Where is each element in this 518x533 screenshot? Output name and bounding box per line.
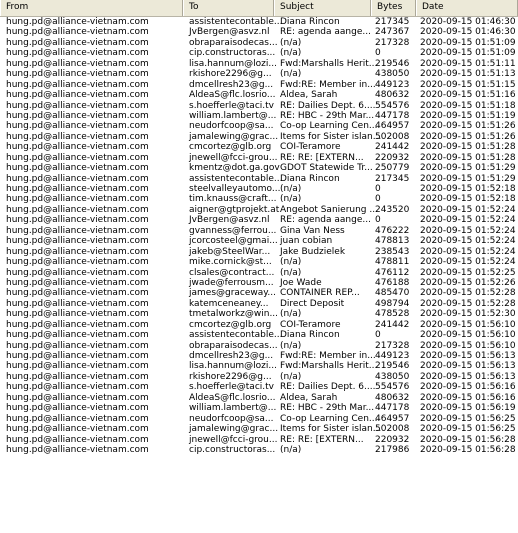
table-row[interactable]: [0, 90, 518, 100]
to-cell: rkishore2296@g...: [189, 69, 272, 80]
bytes-cell: 476222: [375, 225, 410, 236]
to-cell: assistentecontable...: [189, 173, 283, 184]
from-cell: hung.pd@alliance-vietnam.com: [6, 194, 149, 205]
from-cell: hung.pd@alliance-vietnam.com: [6, 110, 149, 121]
bytes-cell: 241442: [375, 319, 410, 330]
table-row[interactable]: [0, 309, 518, 319]
subject-cell: (n/a): [280, 37, 302, 48]
from-cell: hung.pd@alliance-vietnam.com: [6, 142, 149, 153]
bytes-cell: 0: [375, 48, 381, 59]
date-cell: 2020-09-15 01:52:24: [420, 236, 516, 247]
from-cell: hung.pd@alliance-vietnam.com: [6, 309, 149, 320]
to-cell: jamalewing@grac...: [189, 424, 279, 435]
from-cell: hung.pd@alliance-vietnam.com: [6, 152, 149, 163]
bytes-cell: 247367: [375, 27, 410, 38]
subject-cell: Aldea, Sarah: [280, 392, 338, 403]
to-cell: lisa.hannum@lozi...: [189, 361, 277, 372]
date-cell: 2020-09-15 01:52:24: [420, 215, 516, 226]
date-cell: 2020-09-15 01:51:18: [420, 100, 516, 111]
to-cell: jakeb@SteelWar...: [189, 246, 271, 257]
bytes-cell: 220932: [375, 152, 410, 163]
date-cell: 2020-09-15 01:56:10: [420, 340, 516, 351]
bytes-cell: 478811: [375, 257, 410, 268]
table-row[interactable]: [0, 372, 518, 382]
subject-cell: (n/a): [280, 257, 302, 268]
table-row[interactable]: [0, 382, 518, 392]
subject-cell: Diana Rincon: [280, 173, 340, 184]
from-cell: hung.pd@alliance-vietnam.com: [6, 204, 149, 215]
to-cell: aigner@gtprojekt.at: [189, 204, 280, 215]
date-cell: 2020-09-15 01:51:26: [420, 131, 516, 142]
from-cell: hung.pd@alliance-vietnam.com: [6, 69, 149, 80]
to-cell: obraparaisodecas...: [189, 37, 278, 48]
to-cell: jnewell@fcci-grou...: [189, 152, 278, 163]
date-cell: 2020-09-15 01:51:29: [420, 173, 516, 184]
table-row[interactable]: [0, 27, 518, 37]
to-cell: katemceneaney...: [189, 298, 269, 309]
bytes-cell: 485470: [375, 288, 410, 299]
subject-cell: RE: HBC - 29th Mar...: [280, 403, 375, 414]
subject-cell: COI-Teramore: [280, 142, 341, 153]
table-row[interactable]: [0, 403, 518, 413]
date-cell: 2020-09-15 01:56:13: [420, 361, 516, 372]
from-cell: hung.pd@alliance-vietnam.com: [6, 184, 149, 194]
date-cell: 2020-09-15 01:51:09: [420, 37, 516, 48]
date-cell: 2020-09-15 01:51:19: [420, 110, 516, 121]
date-cell: 2020-09-15 01:56:16: [420, 382, 516, 393]
table-row[interactable]: [0, 38, 518, 48]
from-cell: hung.pd@alliance-vietnam.com: [6, 403, 149, 414]
subject-cell: (n/a): [280, 69, 302, 80]
date-cell: 2020-09-15 01:56:28: [420, 434, 516, 445]
date-cell: 2020-09-15 01:56:28: [420, 444, 516, 455]
table-body: [0, 17, 518, 455]
to-cell: neudorfcoop@sa...: [189, 121, 274, 132]
to-cell: jwade@ferrousm...: [189, 277, 274, 288]
bytes-cell: 217345: [375, 173, 410, 184]
subject-cell: Items for Sister islan...: [280, 131, 382, 142]
table-row[interactable]: [0, 257, 518, 267]
table-row[interactable]: [0, 48, 518, 58]
bytes-cell: 447178: [375, 110, 410, 121]
from-cell: hung.pd@alliance-vietnam.com: [6, 131, 149, 142]
bytes-cell: 438050: [375, 371, 410, 382]
date-cell: 2020-09-15 01:52:18: [420, 184, 516, 194]
bytes-cell: 217986: [375, 444, 410, 455]
date-cell: 2020-09-15 01:52:25: [420, 267, 516, 278]
from-cell: hung.pd@alliance-vietnam.com: [6, 371, 149, 382]
bytes-cell: 478813: [375, 236, 410, 247]
table-row[interactable]: [0, 69, 518, 79]
subject-cell: Angebot Sanierung ...: [280, 204, 378, 215]
date-cell: 2020-09-15 01:51:13: [420, 69, 516, 80]
subject-cell: RE: Dailies Dept. 6....: [280, 382, 376, 393]
to-cell: jnewell@fcci-grou...: [189, 434, 278, 445]
table-row[interactable]: [0, 142, 518, 152]
table-row[interactable]: [0, 184, 518, 194]
subject-cell: Diana Rincon: [280, 330, 340, 341]
to-cell: clsales@contract...: [189, 267, 275, 278]
table-row[interactable]: [0, 424, 518, 434]
bytes-cell: 447178: [375, 403, 410, 414]
bytes-cell: 554576: [375, 382, 410, 393]
table-row[interactable]: [0, 330, 518, 340]
bytes-cell: 220932: [375, 434, 410, 445]
bytes-cell: 480632: [375, 392, 410, 403]
to-cell: william.lambert@...: [189, 403, 277, 414]
from-cell: hung.pd@alliance-vietnam.com: [6, 90, 149, 101]
table-row[interactable]: [0, 59, 518, 69]
date-cell: 2020-09-15 01:56:25: [420, 413, 516, 424]
date-cell: 2020-09-15 01:56:16: [420, 392, 516, 403]
table-row[interactable]: [0, 17, 518, 27]
bytes-cell: 217328: [375, 37, 410, 48]
to-cell: s.hoefferle@taci.tv: [189, 100, 274, 111]
to-cell: lisa.hannum@lozi...: [189, 58, 277, 69]
subject-cell: (n/a): [280, 371, 302, 382]
table-row[interactable]: [0, 268, 518, 278]
date-cell: 2020-09-15 01:51:11: [420, 58, 516, 69]
bytes-cell: 238543: [375, 246, 410, 257]
from-cell: hung.pd@alliance-vietnam.com: [6, 37, 149, 48]
from-cell: hung.pd@alliance-vietnam.com: [6, 351, 149, 361]
table-row[interactable]: [0, 351, 518, 361]
date-cell: 2020-09-15 01:52:24: [420, 225, 516, 236]
table-row[interactable]: [0, 320, 518, 330]
subject-cell: Co-op Learning Cen...: [280, 413, 378, 424]
to-cell: james@graceway...: [189, 288, 276, 299]
to-cell: obraparaisodecas...: [189, 340, 278, 351]
subject-cell: (n/a): [280, 340, 302, 351]
to-cell: tmetalworkz@win...: [189, 309, 279, 320]
from-cell: hung.pd@alliance-vietnam.com: [6, 392, 149, 403]
from-cell: hung.pd@alliance-vietnam.com: [6, 215, 149, 226]
column-header-to[interactable]: To: [183, 0, 274, 16]
table-row[interactable]: [0, 435, 518, 445]
bytes-cell: 250779: [375, 163, 410, 174]
table-row[interactable]: [0, 414, 518, 424]
to-cell: jamalewing@grac...: [189, 131, 279, 142]
subject-cell: RE: agenda aange...: [280, 27, 371, 38]
from-cell: hung.pd@alliance-vietnam.com: [6, 79, 149, 90]
date-cell: 2020-09-15 01:52:18: [420, 194, 516, 205]
table-row[interactable]: [0, 111, 518, 121]
column-header-date[interactable]: Date: [416, 0, 518, 16]
subject-cell: COI-Teramore: [280, 319, 341, 330]
from-cell: hung.pd@alliance-vietnam.com: [6, 277, 149, 288]
from-cell: hung.pd@alliance-vietnam.com: [6, 340, 149, 351]
subject-cell: Diana Rincon: [280, 17, 340, 27]
date-cell: 2020-09-15 01:52:24: [420, 204, 516, 215]
from-cell: hung.pd@alliance-vietnam.com: [6, 413, 149, 424]
subject-cell: GDOT Statewide Tr...: [280, 163, 373, 174]
subject-cell: (n/a): [280, 48, 302, 59]
subject-cell: Fwd:Marshalls Herit...: [280, 361, 378, 372]
subject-cell: Fwd:RE: Member in...: [280, 79, 376, 90]
to-cell: cmcortez@glb.org: [189, 142, 272, 153]
to-cell: assistentecontable...: [189, 330, 283, 341]
to-cell: cip.constructoras...: [189, 48, 276, 59]
subject-cell: Items for Sister islan...: [280, 424, 382, 435]
bytes-cell: 478528: [375, 309, 410, 320]
subject-cell: Aldea, Sarah: [280, 90, 338, 101]
to-cell: rkishore2296@g...: [189, 371, 272, 382]
from-cell: hung.pd@alliance-vietnam.com: [6, 173, 149, 184]
bytes-cell: 243520: [375, 204, 410, 215]
table-row[interactable]: [0, 101, 518, 111]
table-row[interactable]: [0, 288, 518, 298]
table-row[interactable]: [0, 445, 518, 455]
to-cell: JvBergen@asvz.nl: [189, 27, 270, 38]
subject-cell: RE: RE: [EXTERN...: [280, 152, 364, 163]
column-header-subject[interactable]: Subject: [274, 0, 371, 16]
date-cell: 2020-09-15 01:56:25: [420, 424, 516, 435]
bytes-cell: 502008: [375, 424, 410, 435]
table-row[interactable]: [0, 163, 518, 173]
to-cell: jcorcosteel@gmai...: [189, 236, 278, 247]
bytes-cell: 502008: [375, 131, 410, 142]
to-cell: neudorfcoop@sa...: [189, 413, 274, 424]
subject-cell: Fwd:Marshalls Herit...: [280, 58, 378, 69]
subject-cell: (n/a): [280, 444, 302, 455]
date-cell: 2020-09-15 01:51:09: [420, 48, 516, 59]
table-row[interactable]: [0, 80, 518, 90]
from-cell: hung.pd@alliance-vietnam.com: [6, 267, 149, 278]
to-cell: kmentz@dot.ga.gov: [189, 163, 280, 174]
date-cell: 2020-09-15 01:51:28: [420, 142, 516, 153]
bytes-cell: 241442: [375, 142, 410, 153]
from-cell: hung.pd@alliance-vietnam.com: [6, 382, 149, 393]
date-cell: 2020-09-15 01:56:19: [420, 403, 516, 414]
to-cell: assistentecontable...: [189, 17, 283, 27]
from-cell: hung.pd@alliance-vietnam.com: [6, 288, 149, 299]
from-cell: hung.pd@alliance-vietnam.com: [6, 225, 149, 236]
bytes-cell: 0: [375, 330, 381, 341]
to-cell: william.lambert@...: [189, 110, 277, 121]
from-cell: hung.pd@alliance-vietnam.com: [6, 27, 149, 38]
from-cell: hung.pd@alliance-vietnam.com: [6, 361, 149, 372]
subject-cell: Fwd:RE: Member in...: [280, 351, 376, 361]
table-row[interactable]: [0, 361, 518, 371]
table-row[interactable]: [0, 341, 518, 351]
from-cell: hung.pd@alliance-vietnam.com: [6, 434, 149, 445]
table-row[interactable]: [0, 215, 518, 225]
subject-cell: RE: HBC - 29th Mar...: [280, 110, 375, 121]
bytes-cell: 480632: [375, 90, 410, 101]
from-cell: hung.pd@alliance-vietnam.com: [6, 236, 149, 247]
subject-cell: RE: agenda aange...: [280, 215, 371, 226]
bytes-cell: 449123: [375, 79, 410, 90]
from-cell: hung.pd@alliance-vietnam.com: [6, 246, 149, 257]
subject-cell: Jake Budzielek: [280, 246, 346, 257]
to-cell: dmcellresh23@g...: [189, 351, 274, 361]
bytes-cell: 464957: [375, 121, 410, 132]
table-row[interactable]: [0, 299, 518, 309]
date-cell: 2020-09-15 01:52:24: [420, 257, 516, 268]
table-row[interactable]: [0, 236, 518, 246]
bytes-cell: 219546: [375, 58, 410, 69]
subject-cell: (n/a): [280, 267, 302, 278]
to-cell: cip.constructoras...: [189, 444, 276, 455]
from-cell: hung.pd@alliance-vietnam.com: [6, 48, 149, 59]
subject-cell: Direct Deposit: [280, 298, 345, 309]
subject-cell: (n/a): [280, 184, 302, 194]
subject-cell: juan cobian: [280, 236, 333, 247]
table-row[interactable]: [0, 121, 518, 131]
to-cell: dmcellresh23@g...: [189, 79, 274, 90]
table-row[interactable]: [0, 226, 518, 236]
to-cell: mike.cornick@st...: [189, 257, 272, 268]
date-cell: 2020-09-15 01:56:13: [420, 371, 516, 382]
date-cell: 2020-09-15 01:46:30: [420, 27, 516, 38]
table-row[interactable]: [0, 205, 518, 215]
to-cell: steelvalleyautomo...: [189, 184, 281, 194]
bytes-cell: 0: [375, 184, 381, 194]
bytes-cell: 438050: [375, 69, 410, 80]
date-cell: 2020-09-15 01:52:26: [420, 277, 516, 288]
date-cell: 2020-09-15 01:51:16: [420, 90, 516, 101]
date-cell: 2020-09-15 01:52:30: [420, 309, 516, 320]
from-cell: hung.pd@alliance-vietnam.com: [6, 163, 149, 174]
date-cell: 2020-09-15 01:51:15: [420, 79, 516, 90]
subject-cell: Joe Wade: [280, 277, 322, 288]
subject-cell: RE: Dailies Dept. 6....: [280, 100, 376, 111]
table-row[interactable]: [0, 153, 518, 163]
table-row[interactable]: [0, 393, 518, 403]
date-cell: 2020-09-15 01:51:28: [420, 152, 516, 163]
from-cell: hung.pd@alliance-vietnam.com: [6, 330, 149, 341]
from-cell: hung.pd@alliance-vietnam.com: [6, 424, 149, 435]
subject-cell: (n/a): [280, 309, 302, 320]
table-row[interactable]: [0, 132, 518, 142]
bytes-cell: 498794: [375, 298, 410, 309]
column-header-bytes[interactable]: Bytes: [371, 0, 416, 16]
column-header-from[interactable]: From: [0, 0, 183, 16]
from-cell: hung.pd@alliance-vietnam.com: [6, 298, 149, 309]
from-cell: hung.pd@alliance-vietnam.com: [6, 444, 149, 455]
date-cell: 2020-09-15 01:51:26: [420, 121, 516, 132]
date-cell: 2020-09-15 01:56:10: [420, 330, 516, 341]
to-cell: cmcortez@glb.org: [189, 319, 272, 330]
to-cell: AldeaS@flc.losrio...: [189, 90, 276, 101]
bytes-cell: 0: [375, 215, 381, 226]
date-cell: 2020-09-15 01:52:28: [420, 288, 516, 299]
to-cell: gvanness@ferrou...: [189, 225, 277, 236]
date-cell: 2020-09-15 01:46:30: [420, 17, 516, 27]
date-cell: 2020-09-15 01:51:29: [420, 163, 516, 174]
date-cell: 2020-09-15 01:56:13: [420, 351, 516, 361]
to-cell: AldeaS@flc.losrio...: [189, 392, 276, 403]
subject-cell: RE: RE: [EXTERN...: [280, 434, 364, 445]
bytes-cell: 217345: [375, 17, 410, 27]
date-cell: 2020-09-15 01:52:28: [420, 298, 516, 309]
table-row[interactable]: [0, 278, 518, 288]
from-cell: hung.pd@alliance-vietnam.com: [6, 58, 149, 69]
bytes-cell: 449123: [375, 351, 410, 361]
subject-cell: Gina Van Ness: [280, 225, 345, 236]
bytes-cell: 219546: [375, 361, 410, 372]
bytes-cell: 217328: [375, 340, 410, 351]
date-cell: 2020-09-15 01:56:10: [420, 319, 516, 330]
date-cell: 2020-09-15 01:52:24: [420, 246, 516, 257]
bytes-cell: 464957: [375, 413, 410, 424]
bytes-cell: 554576: [375, 100, 410, 111]
to-cell: tim.knauss@craft...: [189, 194, 277, 205]
bytes-cell: 0: [375, 194, 381, 205]
subject-cell: CONTAINER REP...: [280, 288, 360, 299]
subject-cell: Co-op Learning Cen...: [280, 121, 378, 132]
from-cell: hung.pd@alliance-vietnam.com: [6, 100, 149, 111]
table-header: [0, 0, 518, 17]
from-cell: hung.pd@alliance-vietnam.com: [6, 121, 149, 132]
table-row[interactable]: [0, 247, 518, 257]
from-cell: hung.pd@alliance-vietnam.com: [6, 319, 149, 330]
bytes-cell: 476112: [375, 267, 410, 278]
from-cell: hung.pd@alliance-vietnam.com: [6, 257, 149, 268]
table-row[interactable]: [0, 174, 518, 184]
from-cell: hung.pd@alliance-vietnam.com: [6, 17, 149, 27]
to-cell: JvBergen@asvz.nl: [189, 215, 270, 226]
bytes-cell: 476188: [375, 277, 410, 288]
to-cell: s.hoefferle@taci.tv: [189, 382, 274, 393]
table-row[interactable]: [0, 194, 518, 204]
subject-cell: (n/a): [280, 194, 302, 205]
